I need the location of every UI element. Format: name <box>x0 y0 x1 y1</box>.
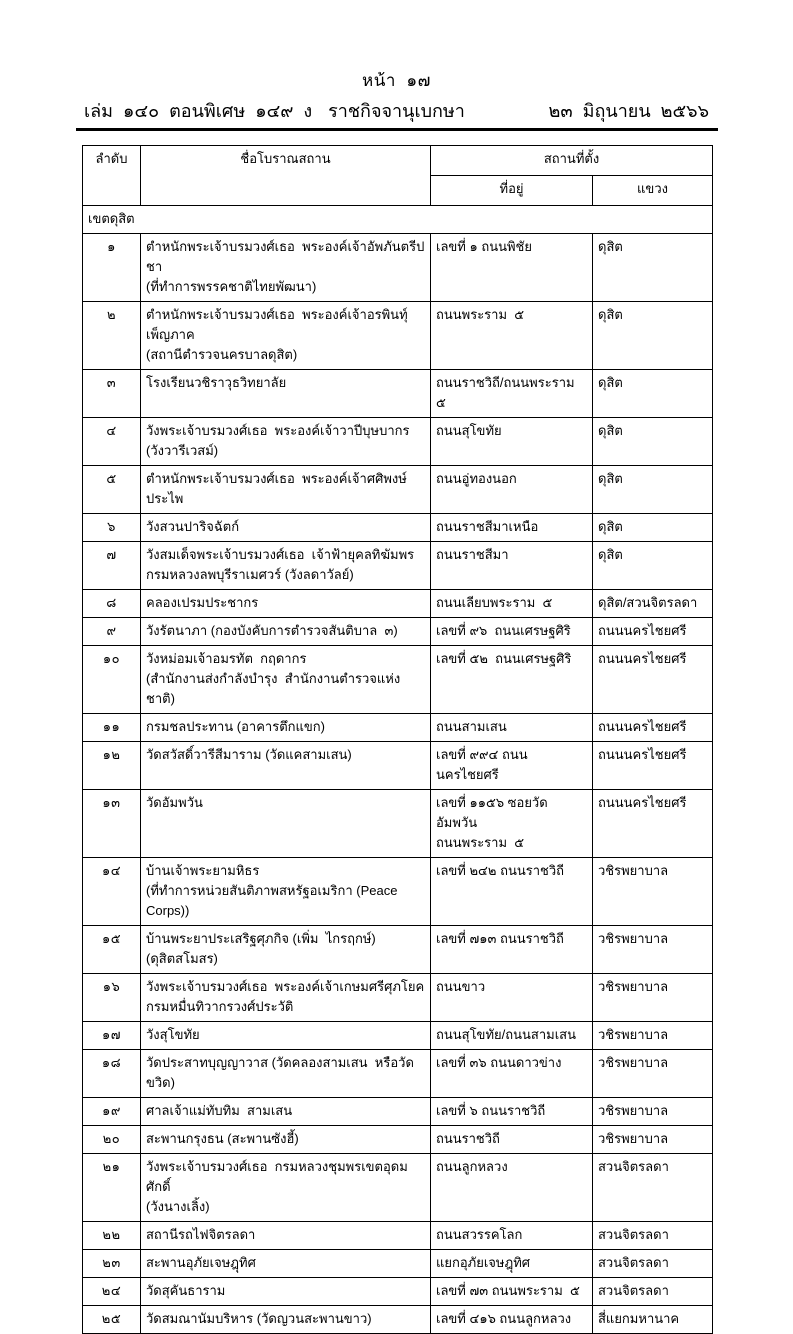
table-row <box>83 466 713 514</box>
cell-khwaeng: วชิรพยาบาล <box>593 1022 713 1050</box>
cell-site-name <box>141 542 431 590</box>
table-body <box>83 206 713 1334</box>
cell-address <box>431 714 593 742</box>
column-header-location-group: สถานที่ตั้ง <box>431 146 713 176</box>
site-name-line-1: วังสุโขทัย <box>146 1027 200 1042</box>
cell-order-number: ๑๙ <box>83 1098 141 1126</box>
site-name-line-2: (สถานีตำรวจนครบาลดุสิต) <box>146 347 298 362</box>
address-line-1: แยกอุภัยเจษฎุทิศ <box>436 1255 531 1270</box>
cell-khwaeng: ดุสิต <box>593 542 713 590</box>
cell-khwaeng: วชิรพยาบาล <box>593 1050 713 1098</box>
site-name-line-2: กรมหมื่นทิวากรวงศ์ประวัติ <box>146 999 294 1014</box>
cell-site-name <box>141 1154 431 1222</box>
site-name-line-1: คลองเปรมประชากร <box>146 595 259 610</box>
cell-khwaeng: ดุสิต/สวนจิตรลดา <box>593 590 713 618</box>
cell-order-number: ๖ <box>83 514 141 542</box>
address-line-1: ถนนสวรรคโลก <box>436 1227 523 1242</box>
cell-address <box>431 1222 593 1250</box>
masthead <box>0 70 793 131</box>
table-row <box>83 742 713 790</box>
site-name-line-1: วัดสมณานัมบริหาร (วัดญวนสะพานขาว) <box>146 1311 372 1326</box>
table-row <box>83 646 713 714</box>
cell-order-number: ๗ <box>83 542 141 590</box>
cell-order-number: ๒๕ <box>83 1306 141 1334</box>
address-line-1: เลขที่ ๓๖ ถนนดาวข่าง <box>436 1055 562 1070</box>
cell-site-name <box>141 466 431 514</box>
address-line-1: ถนนราชสีมาเหนือ <box>436 519 539 534</box>
cell-khwaeng: ดุสิต <box>593 514 713 542</box>
cell-order-number: ๘ <box>83 590 141 618</box>
gazette-header-line <box>84 98 709 124</box>
cell-site-name <box>141 974 431 1022</box>
cell-order-number: ๑๐ <box>83 646 141 714</box>
address-line-1: ถนนสามเสน <box>436 719 507 734</box>
site-name-line-1: วัดสุคันธาราม <box>146 1283 226 1298</box>
table-row <box>83 302 713 370</box>
section-header-row <box>83 206 713 234</box>
cell-order-number: ๑ <box>83 234 141 302</box>
site-name-line-1: ตำหนักพระเจ้าบรมวงศ์เธอ พระองค์เจ้าศศิพงษ์ประไพ <box>146 471 407 506</box>
cell-khwaeng: ถนนนครไชยศรี <box>593 618 713 646</box>
table-row <box>83 1154 713 1222</box>
site-name-line-1: วังพระเจ้าบรมวงศ์เธอ พระองค์เจ้าวาปีบุษบากร <box>146 423 410 438</box>
cell-address <box>431 742 593 790</box>
cell-khwaeng: ถนนนครไชยศรี <box>593 742 713 790</box>
cell-khwaeng: สี่แยกมหานาค <box>593 1306 713 1334</box>
site-name-line-1: วัดประสาทบุญญาวาส (วัดคลองสามเสน หรือวัดขวิด) <box>146 1055 414 1090</box>
table-head <box>83 146 713 206</box>
table-row <box>83 1050 713 1098</box>
cell-khwaeng: ถนนนครไชยศรี <box>593 646 713 714</box>
table-row <box>83 418 713 466</box>
cell-site-name <box>141 1126 431 1154</box>
cell-khwaeng: สวนจิตรลดา <box>593 1250 713 1278</box>
site-name-line-1: วังรัตนาภา (กองบังคับการตำรวจสันติบาล ๓) <box>146 623 398 638</box>
cell-site-name <box>141 1250 431 1278</box>
cell-site-name <box>141 742 431 790</box>
site-name-line-2: (ที่ทำการหน่วยสันติภาพสหรัฐอเมริกา (Peace Corps)) <box>146 883 405 918</box>
table-row <box>83 514 713 542</box>
cell-site-name <box>141 1050 431 1098</box>
cell-site-name <box>141 514 431 542</box>
cell-khwaeng: สวนจิตรลดา <box>593 1154 713 1222</box>
table-row <box>83 542 713 590</box>
cell-address <box>431 514 593 542</box>
cell-khwaeng: วชิรพยาบาล <box>593 926 713 974</box>
address-line-1: เลขที่ ๙๖ ถนนเศรษฐศิริ <box>436 623 571 638</box>
cell-site-name <box>141 858 431 926</box>
cell-address <box>431 1154 593 1222</box>
cell-site-name <box>141 926 431 974</box>
table-row <box>83 234 713 302</box>
cell-order-number: ๓ <box>83 370 141 418</box>
address-line-1: ถนนพระราม ๕ <box>436 307 525 322</box>
cell-address <box>431 926 593 974</box>
cell-order-number: ๑๗ <box>83 1022 141 1050</box>
table-row <box>83 1250 713 1278</box>
cell-address <box>431 370 593 418</box>
address-line-1: เลขที่ ๑๑๕๖ ซอยวัดอัมพวัน <box>436 795 548 830</box>
site-name-line-2: กรมหลวงลพบุรีราเมศวร์ (วังลดาวัลย์) <box>146 567 354 582</box>
cell-site-name <box>141 1278 431 1306</box>
cell-khwaeng: วชิรพยาบาล <box>593 1126 713 1154</box>
cell-khwaeng: สวนจิตรลดา <box>593 1278 713 1306</box>
volume-info: เล่ม ๑๔๐ ตอนพิเศษ ๑๔๙ ง <box>84 101 313 121</box>
cell-address <box>431 974 593 1022</box>
address-line-1: เลขที่ ๗๑๓ ถนนราชวิถี <box>436 931 564 946</box>
cell-address <box>431 1098 593 1126</box>
address-line-1: ถนนอู่ทองนอก <box>436 471 517 486</box>
cell-site-name <box>141 1222 431 1250</box>
gazette-title: ราชกิจจานุเบกษา <box>328 101 465 121</box>
address-line-1: ถนนลูกหลวง <box>436 1159 508 1174</box>
cell-order-number: ๑๔ <box>83 858 141 926</box>
cell-site-name <box>141 790 431 858</box>
cell-site-name <box>141 234 431 302</box>
cell-order-number: ๑๓ <box>83 790 141 858</box>
cell-address <box>431 618 593 646</box>
table-row <box>83 1126 713 1154</box>
table-row <box>83 1098 713 1126</box>
address-line-1: เลขที่ ๒๔๒ ถนนราชวิถี <box>436 863 564 878</box>
table-row <box>83 1022 713 1050</box>
cell-site-name <box>141 1306 431 1334</box>
cell-order-number: ๒๒ <box>83 1222 141 1250</box>
site-name-line-1: บ้านเจ้าพระยามหิธร <box>146 863 260 878</box>
column-header-khwaeng: แขวง <box>593 176 713 206</box>
column-header-name: ชื่อโบราณสถาน <box>141 146 431 206</box>
site-name-line-1: วัดอัมพวัน <box>146 795 203 810</box>
address-line-1: ถนนราชวิถี <box>436 1131 500 1146</box>
cell-khwaeng: ดุสิต <box>593 302 713 370</box>
cell-khwaeng: ดุสิต <box>593 370 713 418</box>
page-number: หน้า ๑๗ <box>362 71 431 90</box>
address-line-1: ถนนราชวิถี/ถนนพระราม ๕ <box>436 375 582 410</box>
address-line-1: เลขที่ ๔๑๖ ถนนลูกหลวง <box>436 1311 572 1326</box>
cell-site-name <box>141 370 431 418</box>
cell-khwaeng: ถนนนครไชยศรี <box>593 714 713 742</box>
cell-site-name <box>141 714 431 742</box>
table-row <box>83 1278 713 1306</box>
cell-site-name <box>141 590 431 618</box>
address-line-1: ถนนสุโขทัย/ถนนสามเสน <box>436 1027 576 1042</box>
table-row <box>83 714 713 742</box>
cell-khwaeng: วชิรพยาบาล <box>593 974 713 1022</box>
cell-address <box>431 1126 593 1154</box>
table-row <box>83 370 713 418</box>
address-line-1: ถนนราชสีมา <box>436 547 509 562</box>
site-name-line-1: กรมชลประทาน (อาคารตึกแขก) <box>146 719 325 734</box>
cell-address <box>431 418 593 466</box>
section-title: เขตดุสิต <box>83 206 713 234</box>
cell-order-number: ๔ <box>83 418 141 466</box>
site-name-line-1: วังพระเจ้าบรมวงศ์เธอ กรมหลวงชุมพรเขตอุดมศักดิ์ <box>146 1159 408 1194</box>
cell-address <box>431 646 593 714</box>
cell-site-name <box>141 302 431 370</box>
site-name-line-1: วังสมเด็จพระเจ้าบรมวงศ์เธอ เจ้าฟ้ายุคลทิฆัมพร <box>146 547 415 562</box>
cell-khwaeng: ดุสิต <box>593 234 713 302</box>
cell-khwaeng: วชิรพยาบาล <box>593 1098 713 1126</box>
cell-address <box>431 790 593 858</box>
cell-order-number: ๒๑ <box>83 1154 141 1222</box>
address-line-1: เลขที่ ๖ ถนนราชวิถี <box>436 1103 546 1118</box>
address-line-1: ถนนเลียบพระราม ๕ <box>436 595 553 610</box>
cell-order-number: ๒๔ <box>83 1278 141 1306</box>
column-header-address: ที่อยู่ <box>431 176 593 206</box>
cell-order-number: ๑๘ <box>83 1050 141 1098</box>
address-line-1: เลขที่ ๗๓ ถนนพระราม ๕ <box>436 1283 580 1298</box>
site-name-line-2: (วังวารีเวสม์) <box>146 443 219 458</box>
cell-address <box>431 590 593 618</box>
table-row <box>83 790 713 858</box>
cell-address <box>431 1050 593 1098</box>
site-name-line-1: สะพานกรุงธน (สะพานซังฮี้) <box>146 1131 299 1146</box>
site-name-line-1: วังหม่อมเจ้าอมรทัต กฤดากร <box>146 651 307 666</box>
site-name-line-1: บ้านพระยาประเสริฐศุภกิจ (เพิ่ม ไกรฤกษ์) <box>146 931 376 946</box>
cell-order-number: ๙ <box>83 618 141 646</box>
site-name-line-1: สะพานอุภัยเจษฎุทิศ <box>146 1255 256 1270</box>
site-name-line-2: (ดุสิตสโมสร) <box>146 951 218 966</box>
cell-order-number: ๑๖ <box>83 974 141 1022</box>
site-name-line-1: สถานีรถไฟจิตรลดา <box>146 1227 256 1242</box>
cell-order-number: ๒ <box>83 302 141 370</box>
site-name-line-1: ตำหนักพระเจ้าบรมวงศ์เธอ พระองค์เจ้าอัพภันตรีปชา <box>146 239 425 274</box>
address-line-1: เลขที่ ๕๒ ถนนเศรษฐศิริ <box>436 651 572 666</box>
table-row <box>83 590 713 618</box>
cell-khwaeng: ดุสิต <box>593 418 713 466</box>
cell-khwaeng: สวนจิตรลดา <box>593 1222 713 1250</box>
cell-site-name <box>141 646 431 714</box>
cell-site-name <box>141 1098 431 1126</box>
masthead-divider <box>76 128 718 131</box>
column-header-no: ลำดับ <box>83 146 141 206</box>
address-line-1: ถนนสุโขทัย <box>436 423 502 438</box>
site-name-line-1: ศาลเจ้าแม่ทับทิม สามเสน <box>146 1103 293 1118</box>
site-name-line-2: (วังนางเลิ้ง) <box>146 1199 210 1214</box>
cell-address <box>431 1250 593 1278</box>
cell-address <box>431 1306 593 1334</box>
cell-site-name <box>141 618 431 646</box>
cell-order-number: ๕ <box>83 466 141 514</box>
heritage-sites-table <box>82 145 713 1334</box>
publication-date: ๒๓ มิถุนายน ๒๕๖๖ <box>548 101 709 121</box>
cell-site-name <box>141 1022 431 1050</box>
site-name-line-1: โรงเรียนวชิราวุธวิทยาลัย <box>146 375 287 390</box>
cell-address <box>431 858 593 926</box>
site-name-line-1: ตำหนักพระเจ้าบรมวงศ์เธอ พระองค์เจ้าอรพินทุ์เพ็ญภาค <box>146 307 408 342</box>
site-name-line-1: วัดสวัสดิ์วารีสีมาราม (วัดแคสามเสน) <box>146 747 352 762</box>
site-name-line-2: (ที่ทำการพรรคชาติไทยพัฒนา) <box>146 279 317 294</box>
site-name-line-1: วังสวนปาริจฉัตก์ <box>146 519 240 534</box>
site-name-line-1: วังพระเจ้าบรมวงศ์เธอ พระองค์เจ้าเกษมศรีศุภโยค <box>146 979 425 994</box>
table-row <box>83 926 713 974</box>
site-name-line-2: (สำนักงานส่งกำลังบำรุง สำนักงานตำรวจแห่งชาติ) <box>146 671 401 706</box>
cell-address <box>431 234 593 302</box>
cell-khwaeng: ดุสิต <box>593 466 713 514</box>
table-row <box>83 858 713 926</box>
cell-khwaeng: วชิรพยาบาล <box>593 858 713 926</box>
cell-address <box>431 1278 593 1306</box>
cell-order-number: ๑๕ <box>83 926 141 974</box>
cell-address <box>431 542 593 590</box>
cell-order-number: ๑๒ <box>83 742 141 790</box>
table-row <box>83 1222 713 1250</box>
address-line-2: ถนนพระราม ๕ <box>436 835 525 850</box>
cell-address <box>431 1022 593 1050</box>
table-row <box>83 618 713 646</box>
table-header-row-1 <box>83 146 713 176</box>
cell-order-number: ๑๑ <box>83 714 141 742</box>
cell-address <box>431 302 593 370</box>
cell-order-number: ๒๓ <box>83 1250 141 1278</box>
cell-site-name <box>141 418 431 466</box>
cell-khwaeng: ถนนนครไชยศรี <box>593 790 713 858</box>
heritage-sites-table-wrap <box>82 145 712 1334</box>
table-row <box>83 1306 713 1334</box>
address-line-1: เลขที่ ๑ ถนนพิชัย <box>436 239 532 254</box>
cell-address <box>431 466 593 514</box>
cell-order-number: ๒๐ <box>83 1126 141 1154</box>
table-row <box>83 974 713 1022</box>
address-line-1: เลขที่ ๙๙๔ ถนนนครไชยศรี <box>436 747 528 782</box>
address-line-1: ถนนขาว <box>436 979 486 994</box>
